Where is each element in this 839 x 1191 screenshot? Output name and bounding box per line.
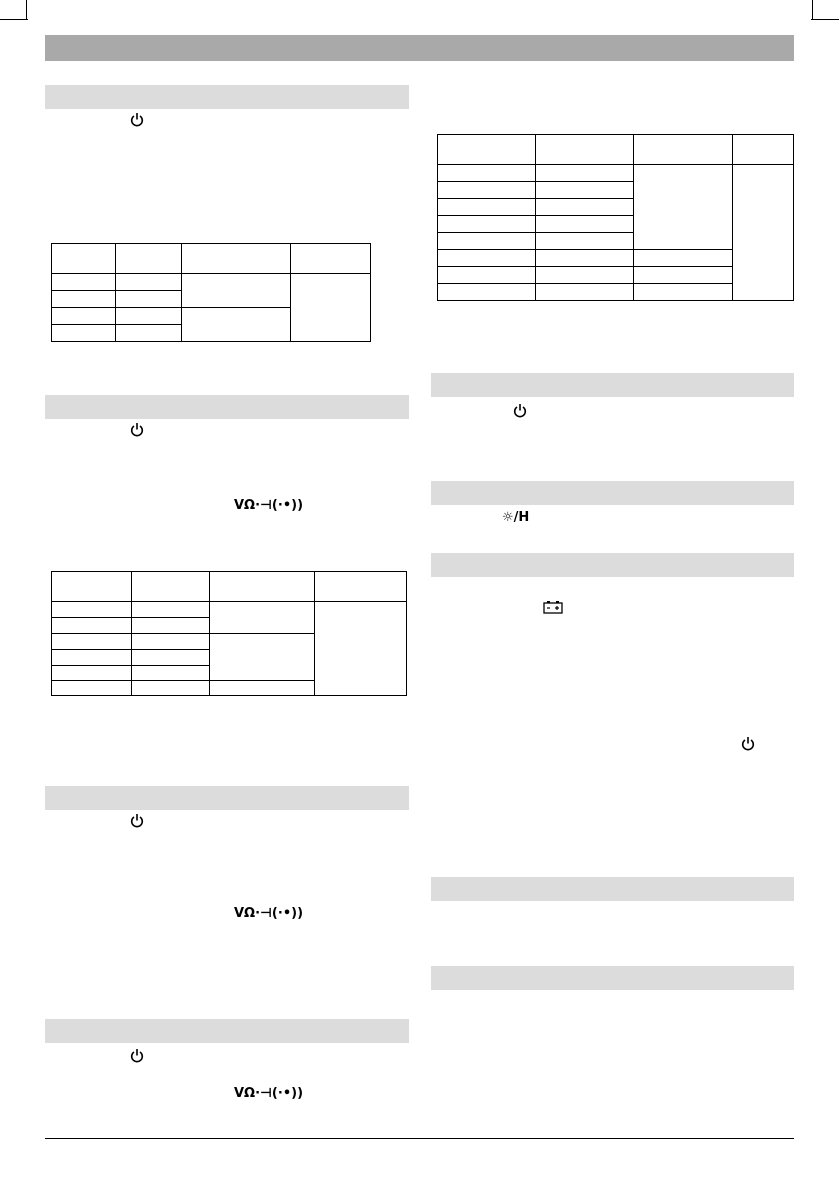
crop-mark-top-left: [26, 0, 27, 20]
battery-icon: [543, 600, 563, 614]
crop-mark-top-right: [812, 0, 813, 20]
mode-symbols-icon: VΩ·⊣(·•)): [234, 1086, 304, 1101]
section-header-left-3: [45, 786, 409, 810]
section-header-right-3: [431, 553, 794, 577]
section-header-right-4: [431, 877, 794, 901]
crop-mark-top-right-h: [811, 19, 839, 20]
section-header-left-4: [45, 1019, 409, 1043]
power-icon: [130, 422, 144, 437]
section-header-right-2: [431, 481, 794, 505]
table-right-1: [437, 134, 795, 302]
power-icon: [741, 736, 755, 751]
table-left-2: [51, 571, 409, 697]
section-header-left-2: [45, 395, 409, 419]
table-left-1: [51, 243, 372, 343]
section-header-right-1: [431, 373, 794, 397]
backlight-hold-icon: ☼/H: [502, 510, 530, 525]
crop-mark-top-left-h: [0, 19, 28, 20]
power-icon: [130, 112, 144, 127]
power-icon: [130, 1048, 144, 1063]
power-icon: [130, 813, 144, 828]
footer-rule: [45, 1138, 794, 1139]
mode-symbols-icon: VΩ·⊣(·•)): [234, 498, 304, 513]
section-header-right-5: [431, 966, 794, 990]
page-header-bar: [45, 35, 794, 61]
mode-symbols-icon: VΩ·⊣(·•)): [234, 906, 304, 921]
power-icon: [513, 403, 527, 418]
section-header-left-1: [45, 85, 409, 109]
